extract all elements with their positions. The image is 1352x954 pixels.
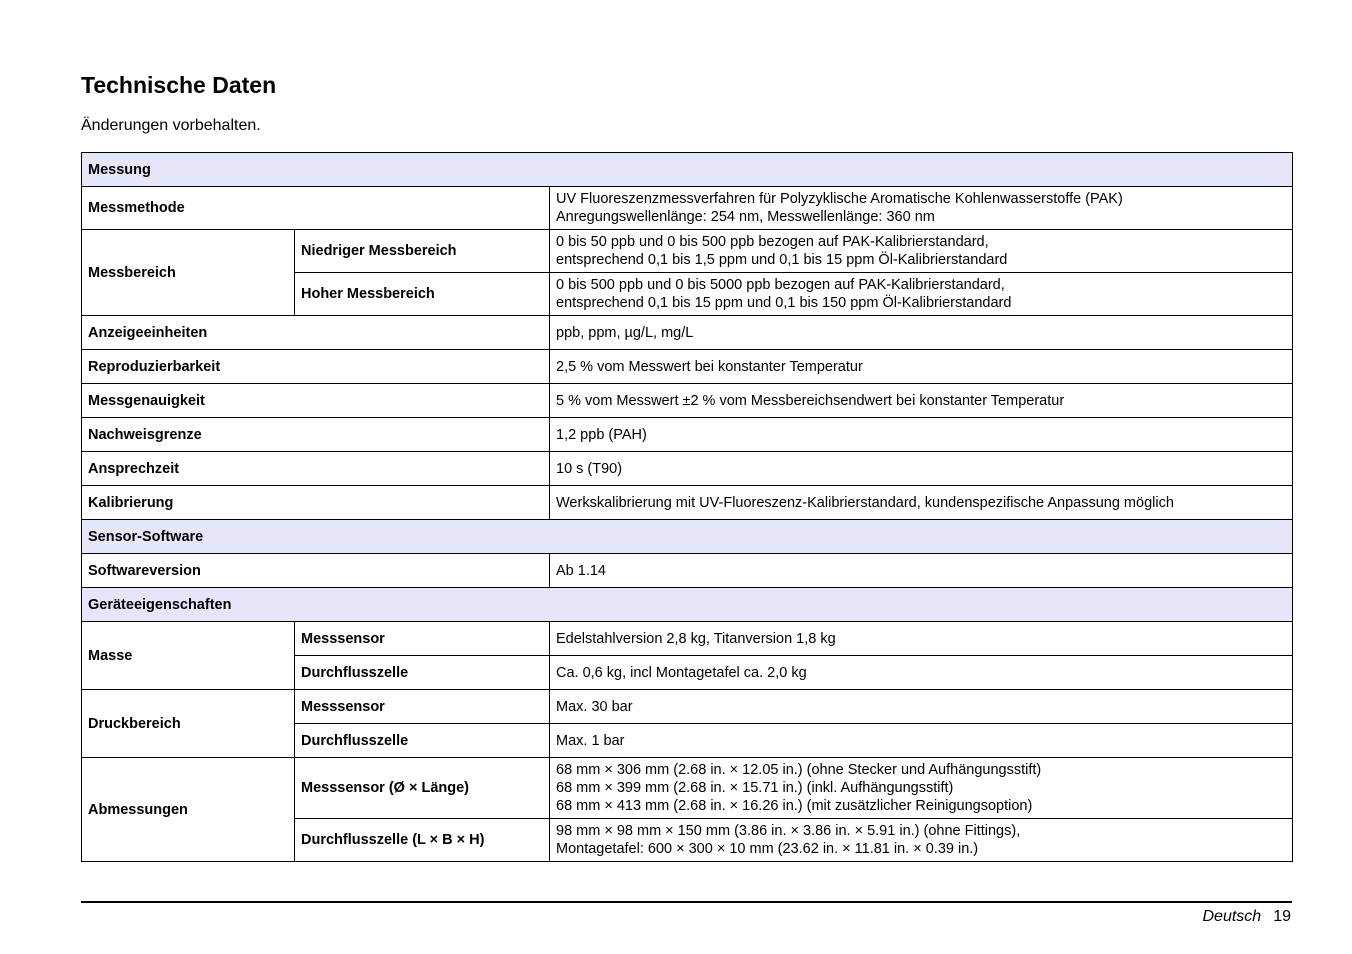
row-label-anzeigeeinheiten: Anzeigeeinheiten <box>82 316 550 350</box>
table-row <box>82 486 1293 520</box>
page-footer <box>1203 908 1292 926</box>
value-line: 68 mm × 399 mm (2.68 in. × 15.71 in.) (inkl. Aufhängungsstift) <box>556 780 954 796</box>
footer-language: Deutsch <box>1202 908 1262 925</box>
value-line: 0 bis 50 ppb und 0 bis 500 ppb bezogen auf PAK-Kalibrierstandard, <box>556 234 989 250</box>
value-line: Montagetafel: 600 × 300 × 10 mm (23.62 in. × 11.81 in. × 0.39 in.) <box>556 841 979 857</box>
row-value-masse-messsensor: Edelstahlversion 2,8 kg, Titanversion 1,8 kg <box>550 622 1293 656</box>
table-row <box>82 622 1293 656</box>
row-value-masse-durchflusszelle: Ca. 0,6 kg, incl Montagetafel ca. 2,0 kg <box>550 656 1293 690</box>
table-row <box>82 384 1293 418</box>
row-value-ansprechzeit: 10 s (T90) <box>550 452 1293 486</box>
row-value-druck-durchflusszelle: Max. 1 bar <box>550 724 1293 758</box>
spec-table <box>81 152 1293 862</box>
sublabel-druck-messsensor: Messsensor <box>295 690 550 724</box>
section-row <box>82 520 1293 554</box>
table-row <box>82 350 1293 384</box>
row-label-nachweisgrenze: Nachweisgrenze <box>82 418 550 452</box>
page-title: Technische Daten <box>81 72 277 98</box>
row-label-messgenauigkeit: Messgenauigkeit <box>82 384 550 418</box>
sublabel-niedriger-messbereich: Niedriger Messbereich <box>295 230 550 273</box>
section-header-messung: Messung <box>82 153 1293 187</box>
row-label-masse: Masse <box>82 622 295 690</box>
row-value-softwareversion: Ab 1.14 <box>550 554 1293 588</box>
sublabel-masse-messsensor: Messsensor <box>295 622 550 656</box>
row-label-messmethode: Messmethode <box>82 187 550 230</box>
value-line: 68 mm × 413 mm (2.68 in. × 16.26 in.) (mit zusätzlicher Reinigungsoption) <box>556 798 1033 814</box>
sublabel-masse-durchflusszelle: Durchflusszelle <box>295 656 550 690</box>
row-label-druckbereich: Druckbereich <box>82 690 295 758</box>
row-label-messbereich: Messbereich <box>82 230 295 316</box>
row-value-messgenauigkeit: 5 % vom Messwert ±2 % vom Messbereichsendwert bei konstanter Temperatur <box>550 384 1293 418</box>
table-row <box>82 187 1293 230</box>
row-value-anzeigeeinheiten: ppb, ppm, µg/L, mg/L <box>550 316 1293 350</box>
value-line: 0 bis 500 ppb und 0 bis 5000 ppb bezogen auf PAK-Kalibrierstandard, <box>556 277 1005 293</box>
row-label-kalibrierung: Kalibrierung <box>82 486 550 520</box>
table-row <box>82 230 1293 273</box>
table-row <box>82 554 1293 588</box>
row-label-abmessungen: Abmessungen <box>82 758 295 862</box>
sublabel-hoher-messbereich: Hoher Messbereich <box>295 273 550 316</box>
value-line: entsprechend 0,1 bis 1,5 ppm und 0,1 bis 15 ppm Öl-Kalibrierstandard <box>556 252 1008 268</box>
row-value-reproduzierbarkeit: 2,5 % vom Messwert bei konstanter Temperatur <box>550 350 1293 384</box>
section-row <box>82 588 1293 622</box>
row-value-kalibrierung: Werkskalibrierung mit UV-Fluoreszenz-Kalibrierstandard, kundenspezifische Anpassung möglich <box>550 486 1293 520</box>
row-value-nachweisgrenze: 1,2 ppb (PAH) <box>550 418 1293 452</box>
row-value-druck-messsensor: Max. 30 bar <box>550 690 1293 724</box>
table-row <box>82 316 1293 350</box>
row-value-abmessungen-messsensor <box>550 758 1293 819</box>
table-row <box>82 690 1293 724</box>
value-line: 68 mm × 306 mm (2.68 in. × 12.05 in.) (ohne Stecker und Aufhängungsstift) <box>556 762 1042 778</box>
sublabel-abmessungen-messsensor: Messsensor (Ø × Länge) <box>295 758 550 819</box>
row-label-reproduzierbarkeit: Reproduzierbarkeit <box>82 350 550 384</box>
row-value-niedriger-messbereich <box>550 230 1293 273</box>
table-row <box>82 452 1293 486</box>
table-row <box>82 758 1293 819</box>
sublabel-abmessungen-durchflusszelle: Durchflusszelle (L × B × H) <box>295 819 550 862</box>
page-number: 19 <box>1273 908 1291 925</box>
row-label-ansprechzeit: Ansprechzeit <box>82 452 550 486</box>
row-value-hoher-messbereich <box>550 273 1293 316</box>
section-header-geraeteeigenschaften: Geräteeigenschaften <box>82 588 1293 622</box>
section-row <box>82 153 1293 187</box>
section-header-sensor-software: Sensor-Software <box>82 520 1293 554</box>
sublabel-druck-durchflusszelle: Durchflusszelle <box>295 724 550 758</box>
value-line: entsprechend 0,1 bis 15 ppm und 0,1 bis 150 ppm Öl-Kalibrierstandard <box>556 295 1012 311</box>
row-value-messmethode <box>550 187 1293 230</box>
footer-divider <box>81 901 1292 903</box>
row-label-softwareversion: Softwareversion <box>82 554 550 588</box>
value-line: UV Fluoreszenzmessverfahren für Polyzyklische Aromatische Kohlenwasserstoffe (PAK) <box>556 191 1123 207</box>
value-line: 98 mm × 98 mm × 150 mm (3.86 in. × 3.86 in. × 5.91 in.) (ohne Fittings), <box>556 823 1021 839</box>
row-value-abmessungen-durchflusszelle <box>550 819 1293 862</box>
table-row <box>82 418 1293 452</box>
value-line: Anregungswellenlänge: 254 nm, Messwellenlänge: 360 nm <box>556 209 935 225</box>
subtitle: Änderungen vorbehalten. <box>81 117 261 134</box>
